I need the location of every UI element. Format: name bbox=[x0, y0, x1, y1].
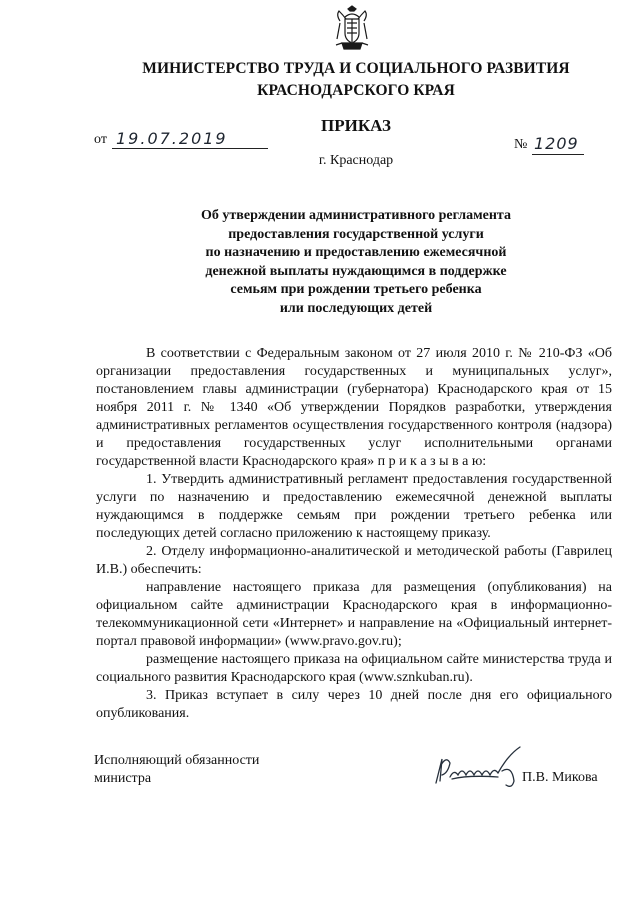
item-2-website-paragraph: размещение настоящего приказа на официальном сайте министерства труда и социального развития Краснодарского края (www.sznkuban.ru). bbox=[96, 652, 612, 685]
ministry-name-line1: МИНИСТЕРСТВО ТРУДА И СОЦИАЛЬНОГО РАЗВИТИЯ bbox=[142, 60, 570, 77]
signatory-title bbox=[94, 752, 259, 788]
signer-name: П.В. Микова bbox=[522, 770, 598, 785]
preamble-paragraph: В соответствии с Федеральным законом от 27 июля 2010 г. № 210-ФЗ «Об организации предоставления государственных и муниципальных услуг», постановлением главы администрации (губернатора) Краснодарского края от 15 ноября 2011 г. № 1340 «Об утверждении Порядков разработки, утверждения административных регламентов осуществления государственного контроля (надзора) и предоставления государственных услуг исполнительными органами государственной власти Краснодарского края» п р и к а з ы в а ю: bbox=[96, 346, 612, 469]
ministry-name bbox=[96, 58, 616, 102]
item-3-paragraph: 3. Приказ вступает в силу через 10 дней после дня его официального опубликования. bbox=[96, 688, 612, 721]
city-line: г. Краснодар bbox=[318, 153, 394, 168]
item-2-publication-paragraph: направление настоящего приказа для размещения (опубликования) на официальном сайте администрации Краснодарского края в информационно-телекоммуникационной сети «Интернет» и направление на «Официальный интернет-портал правовой информации» (www.pravo.gov.ru); bbox=[96, 580, 612, 649]
subject-line: денежной выплаты нуждающимся в поддержке bbox=[205, 263, 507, 279]
coat-of-arms-icon bbox=[334, 5, 370, 51]
number-value: 1209 bbox=[534, 134, 579, 153]
document-title: ПРИКАЗ bbox=[321, 116, 391, 135]
signatory-title-line1: Исполняющий обязанности bbox=[94, 753, 260, 768]
order-subject bbox=[130, 207, 582, 318]
number-label: № bbox=[514, 137, 528, 152]
subject-line: семьям при рождении третьего ребенка bbox=[230, 282, 482, 297]
handwritten-signature-icon bbox=[428, 745, 528, 791]
date-underline bbox=[112, 148, 268, 149]
order-body bbox=[96, 345, 612, 723]
item-1-paragraph: 1. Утвердить административный регламент предоставления государственной услуги по назначению и предоставлению ежемесячной денежной выплаты нуждающимся в поддержке семьям при рождении третьего ребенка или последующих детей согласно приложению к настоящему приказу. bbox=[96, 472, 612, 541]
subject-line: Об утверждении административного регламента bbox=[201, 208, 511, 223]
ministry-name-line2: КРАСНОДАРСКОГО КРАЯ bbox=[257, 82, 455, 99]
subject-line: или последующих детей bbox=[279, 300, 433, 316]
date-label: от bbox=[94, 132, 107, 147]
date-value: 19.07.2019 bbox=[116, 129, 228, 148]
subject-line: предоставления государственной услуги bbox=[228, 226, 484, 242]
signatory-title-line2: министра bbox=[94, 771, 152, 786]
subject-line: по назначению и предоставлению ежемесячной bbox=[205, 245, 507, 260]
item-2-paragraph: 2. Отделу информационно-аналитической и методической работы (Гаврилец И.В.) обеспечить: bbox=[96, 544, 612, 577]
